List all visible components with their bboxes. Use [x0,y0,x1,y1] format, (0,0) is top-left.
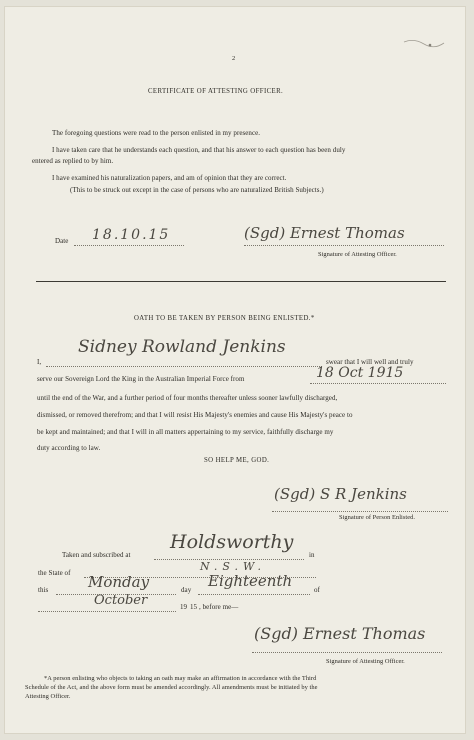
oath-line-5: be kept and maintained; and that I will in all matters appertaining to my service, faithfully discharge my [37,428,334,436]
enlistee-signature-label: Signature of Person Enlisted. [339,514,415,521]
oath-closing: SO HELP ME, GOD. [204,457,270,464]
day-handwritten: Eighteenth [208,572,293,590]
enlistee-name-handwritten: Sidney Rowland Jenkins [78,337,286,357]
oath-date-handwritten: 18 Oct 1915 [316,365,404,381]
final-officer-signature-handwritten: (Sgd) Ernest Thomas [254,624,426,643]
month-line [38,611,176,612]
enlistee-signature-handwritten: (Sgd) S R Jenkins [274,485,407,503]
date-line [74,245,184,246]
final-officer-signature-label: Signature of Attesting Officer. [326,658,405,665]
section-divider [36,281,446,282]
oath-line-3: until the end of the War, and a further period of four months thereafter unless sooner lawfully discharged, [37,394,338,402]
weekday-handwritten: Monday [88,573,150,591]
oath-i-label: I, [37,358,42,366]
oath-line-6: duty according to law. [37,444,101,452]
year-prefix: 19 [180,603,188,611]
day-label: day [181,586,192,594]
document-page [4,6,466,734]
oath-title: OATH TO BE TAKEN BY PERSON BEING ENLISTED.* [134,315,315,322]
year-value: 15 [190,603,198,611]
certificate-paragraph-2-line-2: entered as replied to by him. [32,157,114,165]
certificate-paragraph-4: (This to be struck out except in the case of persons who are naturalized British Subjects.) [70,186,324,194]
month-handwritten: October [94,593,148,608]
ink-smudge [402,34,452,54]
state-handwritten: N.S.W. [200,560,266,573]
final-officer-signature-line [252,652,442,653]
enlistee-signature-line [272,511,448,512]
certificate-paragraph-2-line-1: I have taken care that he understands each question, and that his answer to each question has been duly [52,146,346,154]
page-number: 2 [232,55,236,62]
certificate-paragraph-3: I have examined his naturalization papers, and am of opinion that they are correct. [52,174,287,182]
state-label: the State of [38,569,71,577]
taken-subscribed-label: Taken and subscribed at [62,551,131,559]
footnote-line-2: Schedule of the Act, and the above form must be amended accordingly. All amendments must be initiated by the [25,684,318,691]
enlistee-name-line [46,366,322,367]
this-label: this [38,586,49,594]
certificate-paragraph-1: The foregoing questions were read to the person enlisted in my presence. [52,129,261,137]
place-handwritten: Holdsworthy [170,531,294,553]
date-label: Date [55,237,69,245]
oath-line-2: serve our Sovereign Lord the King in the Australian Imperial Force from [37,375,245,383]
date-handwritten: 18.10.15 [92,227,171,243]
in-label: in [309,551,315,559]
footnote-line-1: *A person enlisting who objects to taking an oath may make an affirmation in accordance with the Third [44,675,317,682]
officer-signature-line [244,245,444,246]
footnote-line-3: Attesting Officer. [25,693,71,700]
certificate-title: CERTIFICATE OF ATTESTING OFFICER. [148,88,284,95]
oath-line-4: dismissed, or removed therefrom; and that I will resist His Majesty's enemies and cause His Majesty's peace to [37,411,353,419]
before-me-label: , before me— [199,603,239,611]
officer-signature-handwritten: (Sgd) Ernest Thomas [244,224,405,242]
day-line [198,594,310,595]
oath-date-line [310,383,446,384]
oath-line-1-end: swear that I will well and truly [326,358,414,366]
officer-signature-label: Signature of Attesting Officer. [318,251,397,258]
of-label: of [314,586,320,594]
